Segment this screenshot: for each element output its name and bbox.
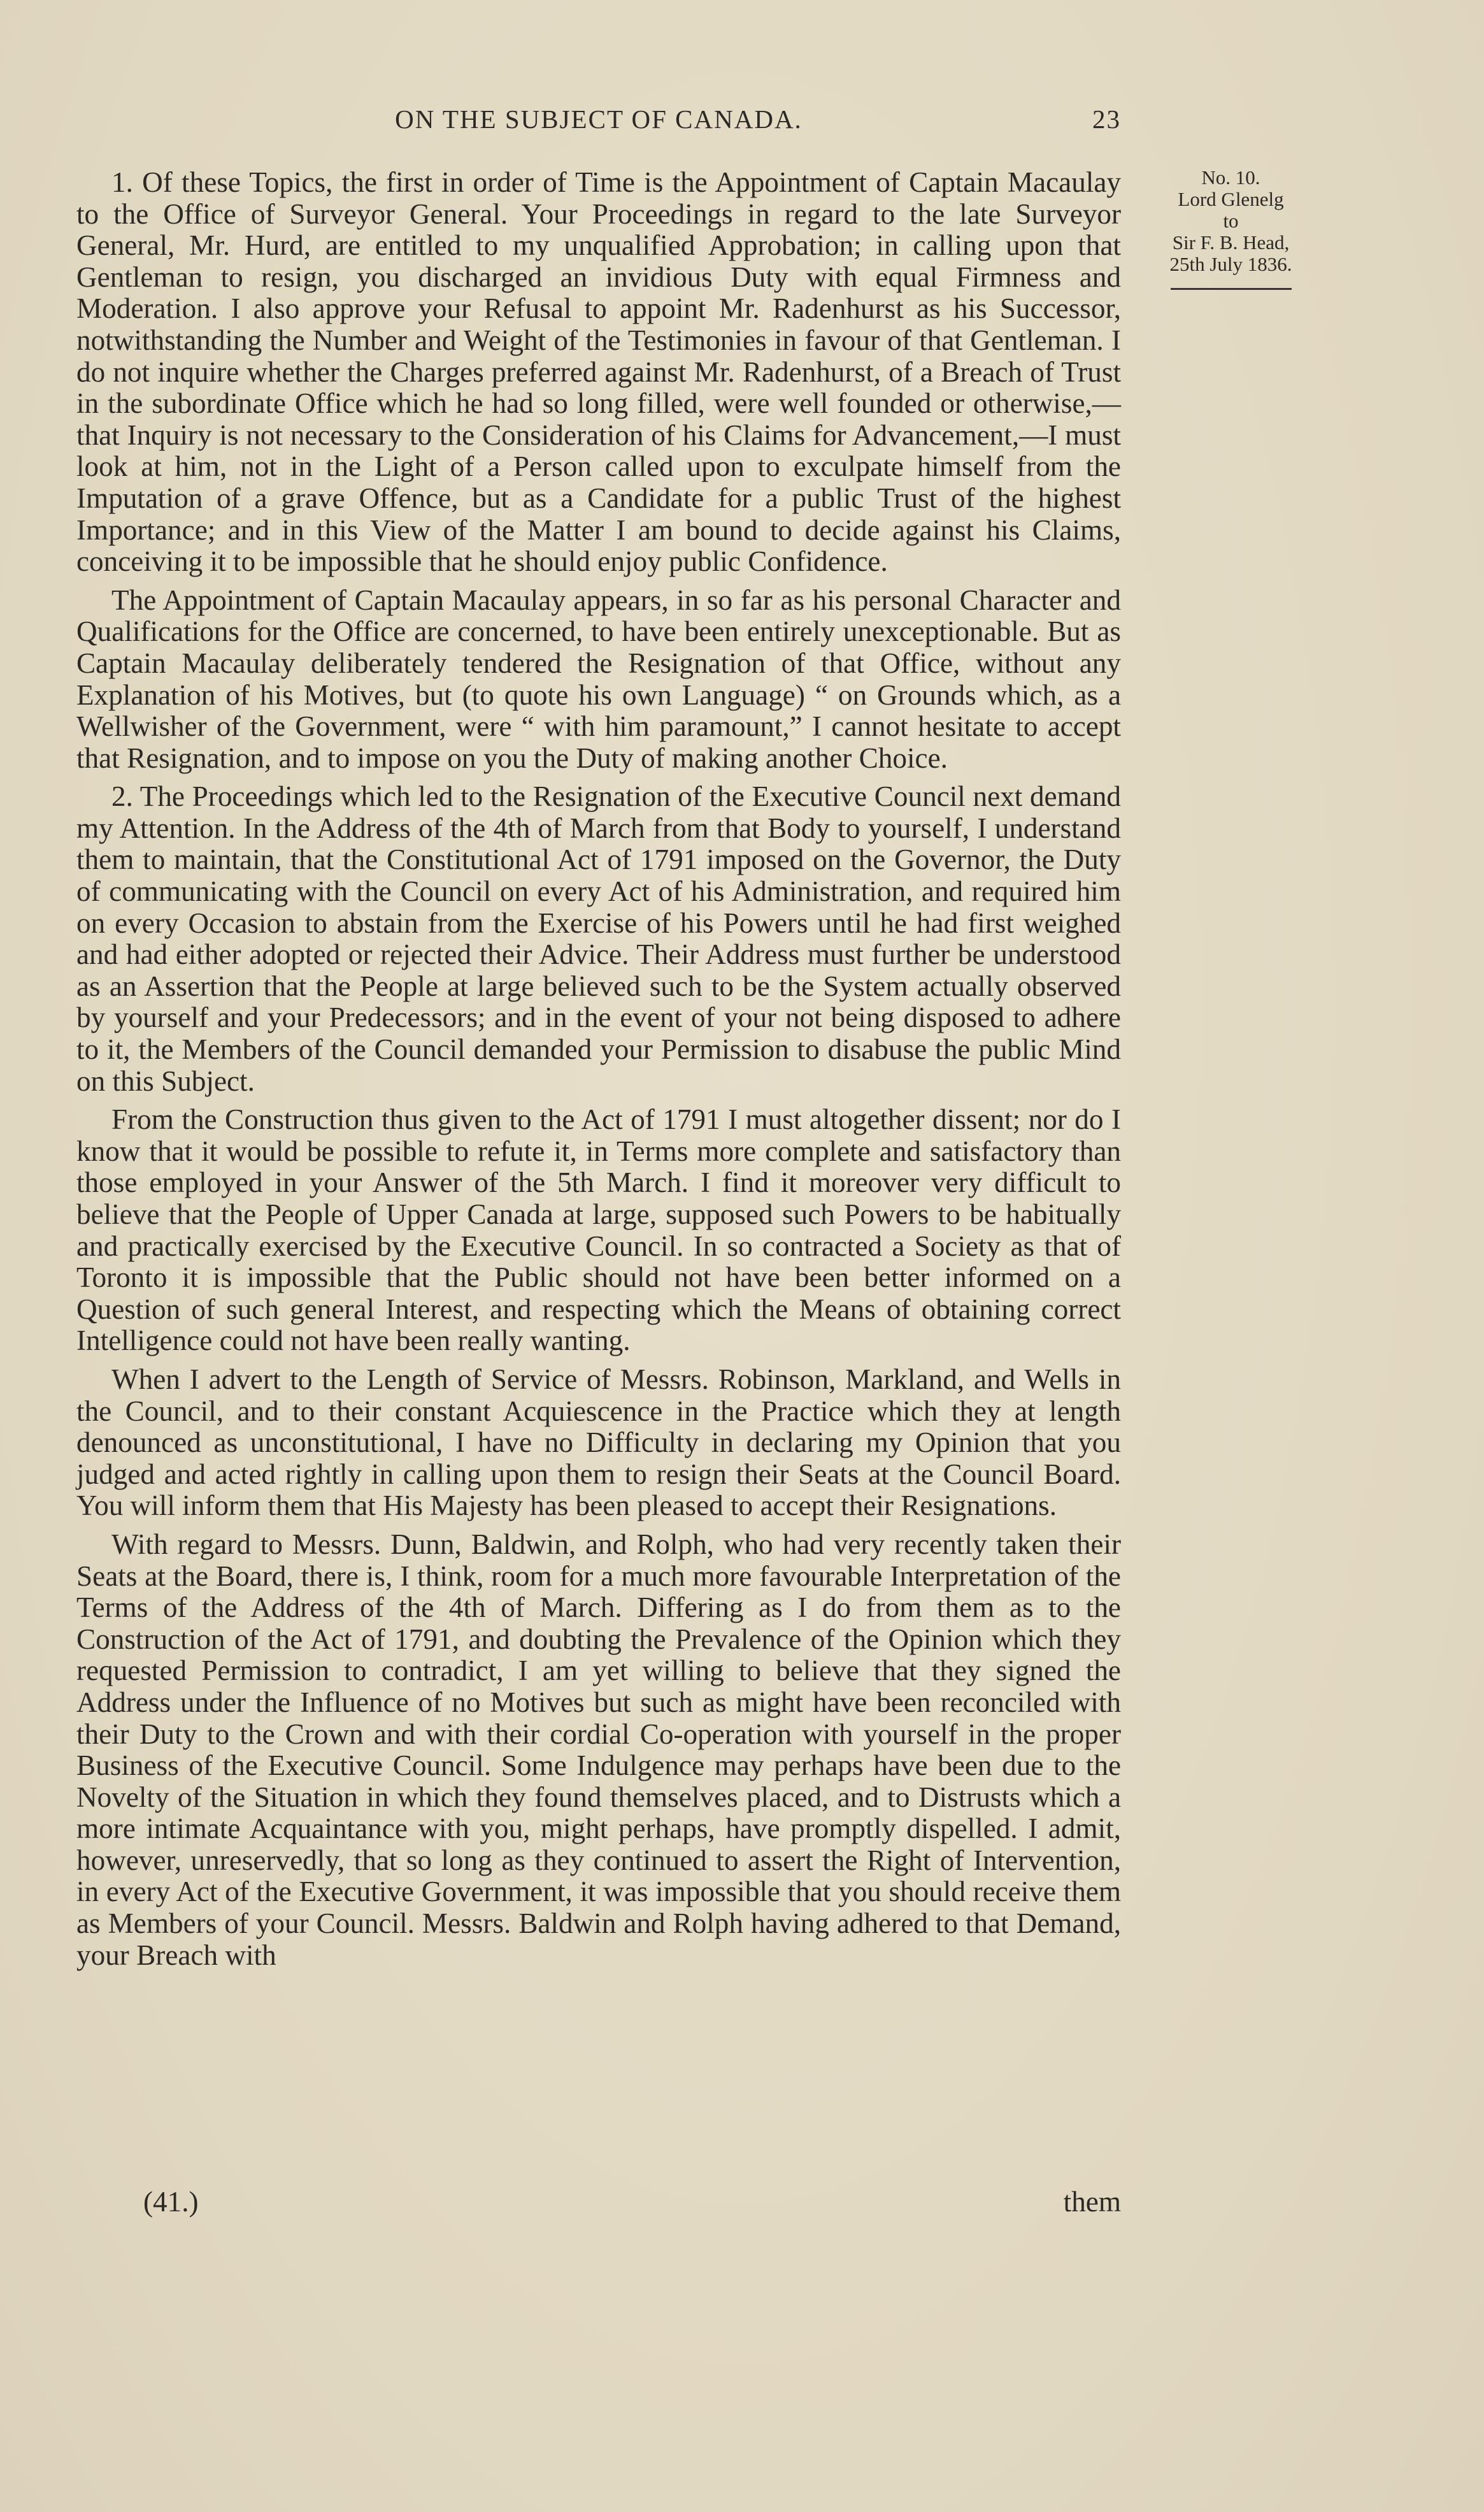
margin-note [1131,167,1331,290]
page-header [76,104,1121,142]
margin-note-number: No. 10. [1201,166,1260,189]
paragraph: 2. The Proceedings which led to the Resignation of the Executive Council next demand my Attention. In the Address of the 4th of March from that Body to yourself, I understand them to maintain, that the Constitutional Act of 1791 imposed on the Governor, the Duty of communicating with the Council on every Act of his Administration, and required him on every Occasion to abstain from the Exercise of his Powers until he had first weighed and had either adopted or rejected their Advice. Their Address must further be understood as an Assertion that the People at large believed such to be the System actually observed by yourself and your Predecessors; and in the event of your not being disposed to adhere to it, the Members of the Council demanded your Permission to disabuse the public Mind on this Subject. [76,780,1121,1097]
body-text [76,167,1121,1978]
page-number: 23 [1092,104,1121,134]
paragraph: The Appointment of Captain Macaulay appears, in so far as his personal Character and Qualifications for the Office are concerned, to have been entirely unexceptionable. But as Captain Macaulay deliberately tendered the Resignation of that Office, without any Explanation of his Motives, but (to quote his own Language) “ on Grounds which, as a Wellwisher of the Government, were “ with him paramount,” I cannot hesitate to accept that Resignation, and to impose on you the Duty of making another Choice. [76,584,1121,774]
paragraph: With regard to Messrs. Dunn, Baldwin, and Rolph, who had very recently taken their Seats at the Board, there is, I think, room for a much more favourable Interpretation of the Terms of the Address of the 4th of March. Differing as I do from them as to the Construction of the Act of 1791, and doubting the Prevalence of the Opinion which they requested Permission to contradict, I am yet willing to believe that they signed the Address under the Influence of no Motives but such as might have been reconciled with their Duty to the Crown and with their cordial Co-operation with yourself in the proper Business of the Executive Council. Some Indulgence may perhaps have been due to the Novelty of the Situation in which they found themselves placed, and to Distrusts which a more intimate Acquaintance with you, might perhaps, have promptly dispelled. I admit, however, unreservedly, that so long as they continued to assert the Right of Intervention, in every Act of the Executive Government, it was impossible that you should receive them as Members of your Council. Messrs. Baldwin and Rolph having adhered to that Demand, your Breach with [76,1528,1121,1971]
paragraph: When I advert to the Length of Service of Messrs. Robinson, Markland, and Wells in the Council, and to their constant Acquiescence in the Practice which they at length denounced as unconstitutional, I have no Difficulty in declaring my Opinion that you judged and acted rightly in calling upon them to resign their Seats at the Council Board. You will inform them that His Majesty has been pleased to accept their Resignations. [76,1363,1121,1522]
margin-note-sender: Lord Glenelg [1178,188,1284,210]
paragraph: From the Construction thus given to the Act of 1791 I must altogether dissent; nor do I know that it would be possible to refute it, in Terms more complete and satisfactory than those employed in your Answer of the 5th March. I find it moreover very difficult to believe that the People of Upper Canada at large, supposed such Powers to be habitually and practically exercised by the Executive Council. In so contracted a Society as that of Toronto it is impossible that the Public should not have been better informed on a Question of such general Interest, and respecting which the Means of obtaining correct Intelligence could not have been really wanting. [76,1103,1121,1357]
margin-note-to: to [1223,210,1239,232]
page-footer [76,2185,1121,2220]
paragraph: 1. Of these Topics, the first in order of Time is the Appointment of Captain Macaulay to the Office of Surveyor General. Your Proceedings in regard to the late Surveyor General, Mr. Hurd, are entitled to my unqualified Approbation; in calling upon that Gentleman to resign, you discharged an invidious Duty with equal Firmness and Moderation. I also approve your Refusal to appoint Mr. Radenhurst as his Successor, notwithstanding the Number and Weight of the Testimonies in favour of that Gentleman. I do not inquire whether the Charges preferred against Mr. Radenhurst, of a Breach of Trust in the subordinate Office which he had so long filled, were well founded or otherwise,—that Inquiry is not necessary to the Consideration of his Claims for Advancement,—I must look at him, not in the Light of a Person called upon to exculpate himself from the Imputation of a grave Offence, but as a Candidate for a public Trust of the highest Importance; and in this View of the Matter I am bound to decide against his Claims, conceiving it to be impossible that he should enjoy public Confidence. [76,166,1121,578]
margin-note-recipient: Sir F. B. Head, [1172,231,1290,254]
catchword: them [1063,2186,1121,2218]
signature-mark: (41.) [143,2186,199,2218]
margin-rule [1171,288,1292,290]
running-title: ON THE SUBJECT OF CANADA. [395,104,803,134]
margin-note-date: 25th July 1836. [1169,253,1292,275]
